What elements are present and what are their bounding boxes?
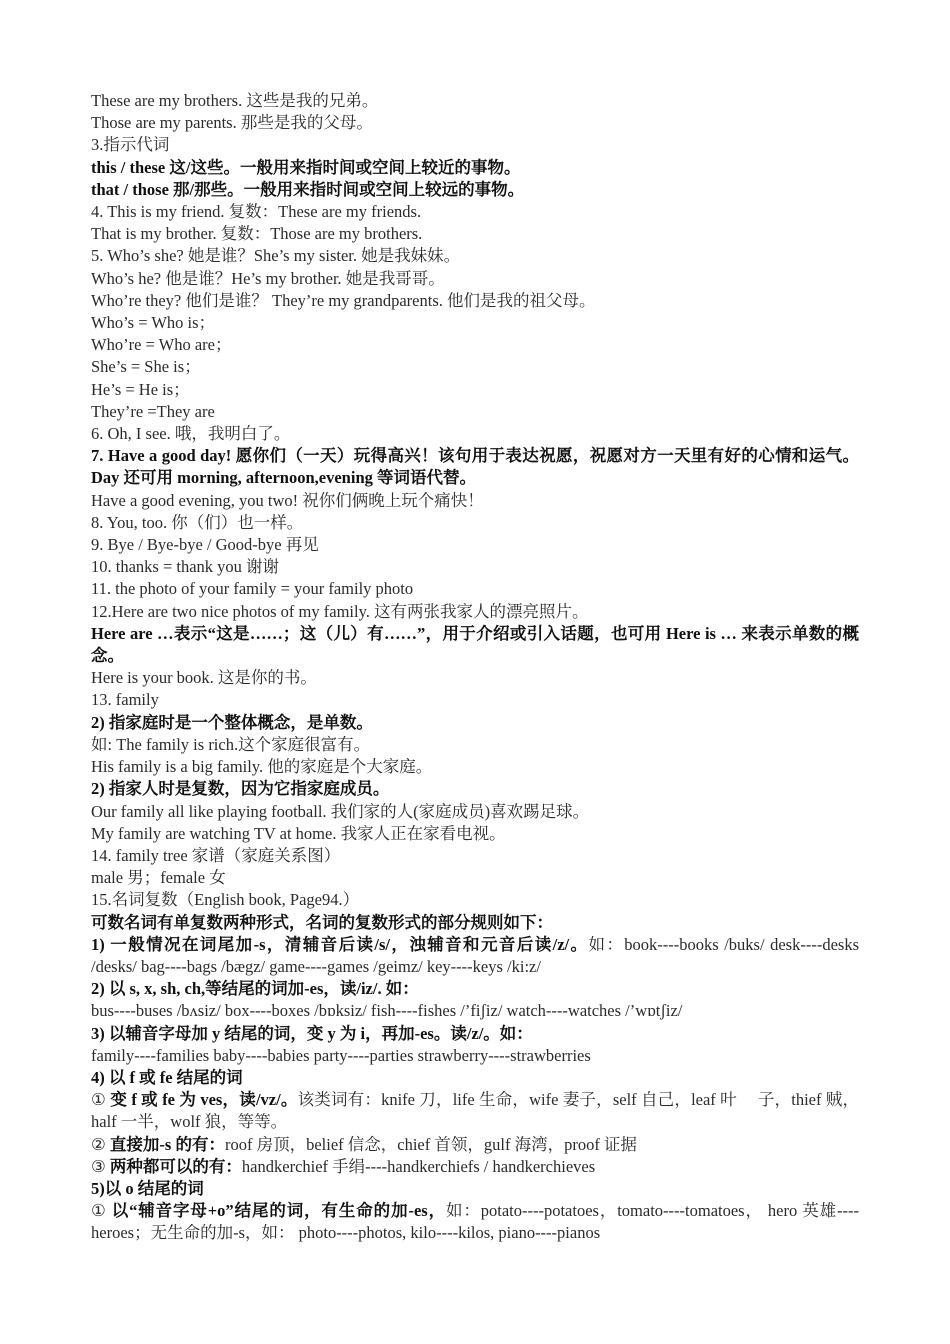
text-line: bus----buses /bʌsiz/ box----boxes /bɒksiz/ fish----fishes /’fiʃiz/ watch----watches /’wɒtʃiz/ xyxy=(91,1001,683,1021)
text-line xyxy=(91,934,859,978)
text-segment: 如：potato----potatoes，tomato----tomatoes， hero 英雄----heroes；无生命的加-s，如： photo----photos, kilo----kilos, piano----pianos xyxy=(91,1201,859,1243)
text-segment: 1) 一般情况在词尾加-s，清辅音后读/s/，浊辅音和元音后读/z/。 xyxy=(91,934,589,954)
text-line: this / these 这/这些。一般用来指时间或空间上较近的事物。 xyxy=(91,157,521,177)
text-segment: 变 f 或 fe 为 ves，读/vz/。 xyxy=(110,1090,298,1110)
text-line: Here is your book. 这是你的书。 xyxy=(91,668,317,688)
text-segment: roof 房顶，belief 信念，chief 首领，gulf 海湾，proof 证据 xyxy=(224,1134,637,1154)
text-segment: ① xyxy=(91,1201,112,1221)
text-segment: handkerchief 手绢----handkerchiefs / handkerchieves xyxy=(241,1156,596,1176)
text-line: 8. You, too. 你（们）也一样。 xyxy=(91,512,304,532)
text-line: 如: The family is rich.这个家庭很富有。 xyxy=(91,734,371,754)
text-line: Who’s he? 他是谁？He’s my brother. 她是我哥哥。 xyxy=(91,268,445,288)
text-segment: 该类词有：knife 刀，life 生命，wife 妻子，self 自己，leaf 叶 子，thief 贼，half 一半，wolf 狼，等等。 xyxy=(91,1090,859,1132)
text-line: Those are my parents. 那些是我的父母。 xyxy=(91,113,373,133)
text-line: 15.名词复数（English book, Page94.） xyxy=(91,890,360,910)
text-line: That is my brother. 复数：Those are my brothers. xyxy=(91,224,423,244)
text-line: 7. Have a good day! 愿你们（一天）玩得高兴！该句用于表达祝愿，祝愿对方一天里有好的心情和运气。Day 还可用 morning, afternoon,evening 等词语代替。 xyxy=(91,446,859,488)
text-line: 2) 指家人时是复数，因为它指家庭成员。 xyxy=(91,779,390,799)
text-line: 11. the photo of your family = your family photo xyxy=(91,579,414,599)
document-body xyxy=(91,90,859,1245)
text-line: Here are …表示“这是……；这（儿）有……”，用于介绍或引入话题，也可用 Here is … 来表示单数的概念。 xyxy=(91,623,859,666)
text-line: These are my brothers. 这些是我的兄弟。 xyxy=(91,91,379,110)
text-line: Who’re they? 他们是谁？ They’re my grandparents. 他们是我的祖父母。 xyxy=(91,290,596,310)
text-line: that / those 那/那些。一般用来指时间或空间上较远的事物。 xyxy=(91,179,525,199)
text-line: 2) 指家庭时是一个整体概念，是单数。 xyxy=(91,712,373,732)
text-segment: ② xyxy=(91,1134,110,1154)
text-line xyxy=(91,1089,859,1133)
text-line xyxy=(91,1156,859,1178)
text-segment: ① xyxy=(91,1090,111,1110)
text-line: 2) 以 s, x, sh, ch,等结尾的词加-es，读/iz/. 如： xyxy=(91,979,419,999)
text-line: family----families baby----babies party----parties strawberry----strawberries xyxy=(91,1045,591,1065)
text-line: His family is a big family. 他的家庭是个大家庭。 xyxy=(91,757,433,777)
text-segment: 以“辅音字母+o”结尾的词，有生命的加-es， xyxy=(111,1201,446,1221)
text-line: 5. Who’s she? 她是谁？She’s my sister. 她是我妹妹。 xyxy=(91,246,461,266)
text-segment: 直接加-s 的有： xyxy=(109,1134,225,1154)
text-line: Our family all like playing football. 我们家的人(家庭成员)喜欢踢足球。 xyxy=(91,801,590,821)
text-segment: 两种都可以的有： xyxy=(109,1156,242,1176)
text-line: 14. family tree 家谱（家庭关系图） xyxy=(91,845,341,865)
text-line: 5)以 o 结尾的词 xyxy=(91,1178,204,1198)
text-line xyxy=(91,1134,859,1156)
text-line: Who’re = Who are； xyxy=(91,335,232,355)
text-line: My family are watching TV at home. 我家人正在家看电视。 xyxy=(91,823,506,843)
text-line: 4. This is my friend. 复数：These are my friends. xyxy=(91,202,422,222)
text-line: 4) 以 f 或 fe 结尾的词 xyxy=(91,1067,243,1087)
text-line: Who’s = Who is； xyxy=(91,313,216,333)
text-line: 6. Oh, I see. 哦，我明白了。 xyxy=(91,424,291,444)
text-line xyxy=(91,1200,859,1244)
text-line: 9. Bye / Bye-bye / Good-bye 再见 xyxy=(91,535,319,555)
text-line: 3) 以辅音字母加 y 结尾的词，变 y 为 i，再加-es。读/z/。如： xyxy=(91,1023,533,1043)
text-line: male 男；female 女 xyxy=(91,868,226,888)
text-line: He’s = He is； xyxy=(91,379,190,399)
text-segment: 如：book----books /buks/ desk----desks /desks/ bag----bags /bægz/ game----games /geimz/ key----keys /ki:z/ xyxy=(91,934,859,976)
text-line: 13. family xyxy=(91,690,159,710)
text-line: 12.Here are two nice photos of my family. 这有两张我家人的漂亮照片。 xyxy=(91,601,589,621)
text-line: 10. thanks = thank you 谢谢 xyxy=(91,557,280,577)
text-line: 3.指示代词 xyxy=(91,135,170,155)
text-line: Have a good evening, you two! 祝你们俩晚上玩个痛快！ xyxy=(91,490,484,510)
text-segment: ③ xyxy=(91,1156,110,1176)
text-line: She’s = She is； xyxy=(91,357,201,377)
text-line: They’re =They are xyxy=(91,401,215,421)
text-line: 可数名词有单复数两种形式，名词的复数形式的部分规则如下： xyxy=(91,912,553,932)
